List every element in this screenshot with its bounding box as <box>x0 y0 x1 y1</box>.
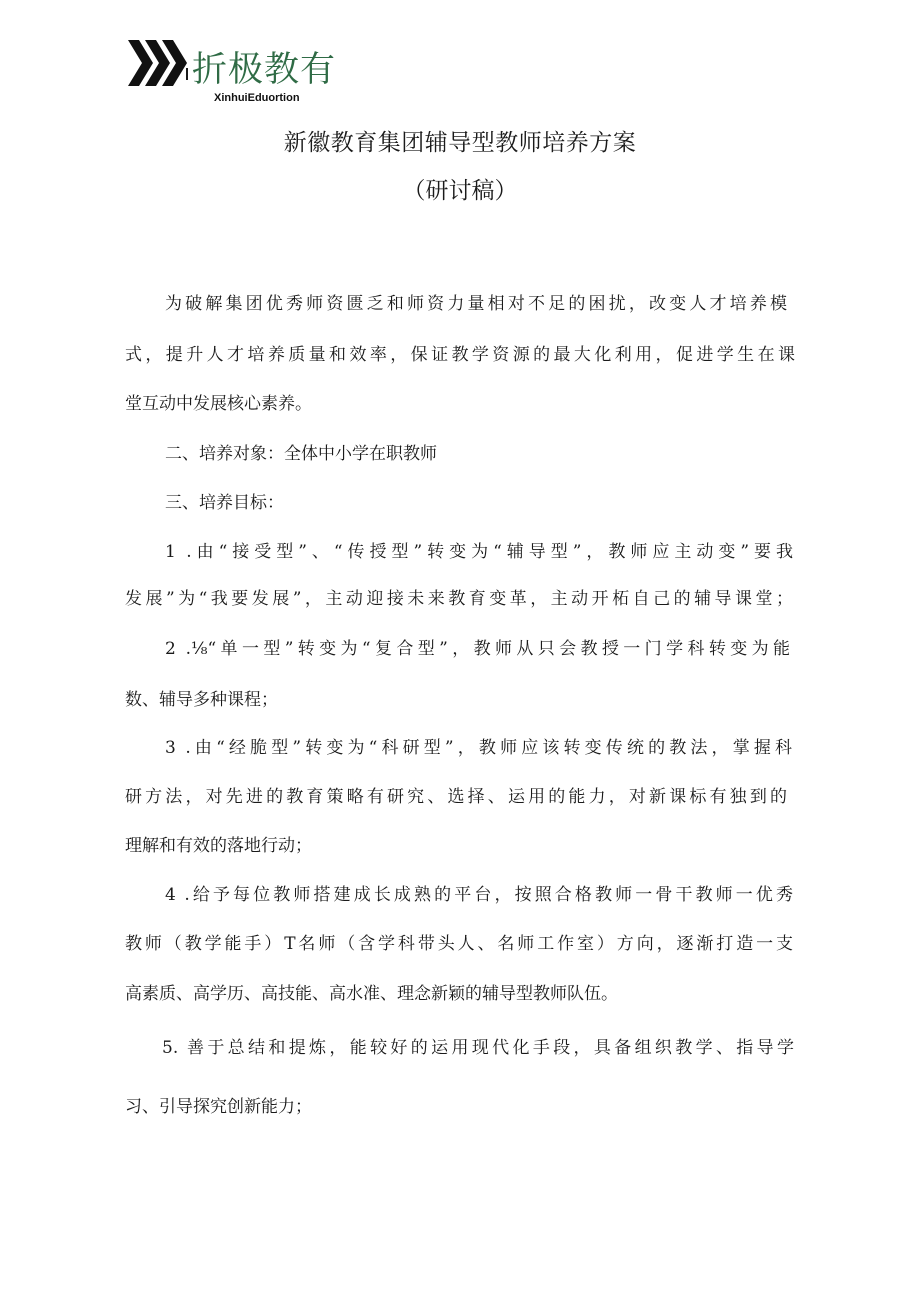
section-2-heading: 二、培养对象：全体中小学在职教师 <box>165 444 437 464</box>
section-3-heading: 三、培养目标： <box>165 493 284 513</box>
item-2-line-1: 2 .⅛“单一型”转变为“复合型”，教师从只会教授一门学科转变为能 <box>165 639 790 659</box>
item-2-line-2: 数、辅导多种课程； <box>125 690 278 710</box>
intro-line-1: 为破解集团优秀师资匮乏和师资力量相对不足的困扰，改变人才培养模 <box>165 294 787 314</box>
logo-chinese-name: 折极教有 <box>192 50 337 90</box>
intro-line-3: 堂互动中发展核心素养。 <box>125 394 312 414</box>
intro-line-2: 式，提升人才培养质量和效率，保证教学资源的最大化利用，促进学生在课 <box>125 345 795 365</box>
item-5-line-1: 5. 善于总结和提炼，能较好的运用现代化手段，具备组织教学、指导学 <box>162 1038 794 1058</box>
item-1-line-2: 发展”为“我要发展”，主动迎接未来教育变革，主动开柘自己的辅导课堂； <box>125 589 793 609</box>
item-5-line-2: 习、引导探究创新能力； <box>125 1097 312 1117</box>
item-1-line-1: 1 .由“接受型”、“传授型”转变为“辅导型”，教师应主动变”要我 <box>165 542 793 562</box>
item-4-line-2: 教师（教学能手）T名师（含学科带头人、名师工作室）方向，逐渐打造一支 <box>125 934 793 954</box>
item-3-line-2: 研方法，对先进的教育策略有研究、选择、运用的能力，对新课标有独到的 <box>125 787 787 807</box>
logo-english-name: XinhuiEduortion <box>214 92 300 104</box>
chevrons-icon <box>128 40 190 86</box>
document-subtitle: （研讨稿） <box>402 178 518 204</box>
logo-divider <box>186 68 188 80</box>
item-3-line-1: 3 .由“经脆型”转变为“科研型”，教师应该转变传统的教法，掌握科 <box>165 738 792 758</box>
document-title: 新徽教育集团辅导型教师培养方案 <box>283 130 637 156</box>
item-4-line-3: 高素质、高学历、高技能、高水准、理念新颖的辅导型教师队伍。 <box>125 984 618 1004</box>
item-4-line-1: 4 .给予每位教师搭建成长成熟的平台，按照合格教师一骨干教师一优秀 <box>165 885 793 905</box>
logo <box>128 40 348 110</box>
item-3-line-3: 理解和有效的落地行动； <box>125 836 312 856</box>
